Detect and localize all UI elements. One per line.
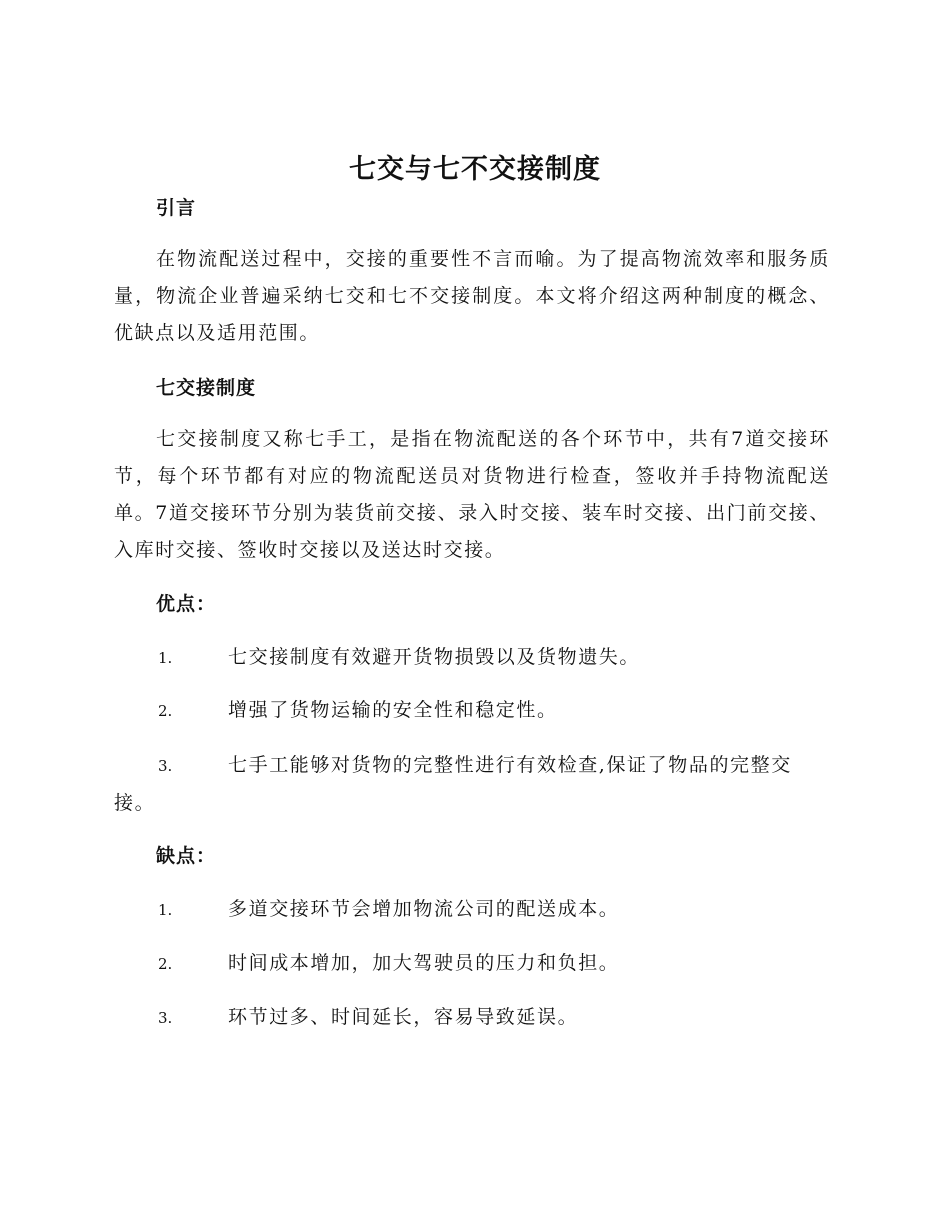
section-heading-seven-handover: 七交接制度 xyxy=(156,377,257,399)
list-item xyxy=(114,891,830,929)
section-heading-advantages: 优点： xyxy=(156,593,217,615)
seven-handover-paragraph: 七交接制度又称七手工，是指在物流配送的各个环节中，共有7道交接环节，每个环节都有对应的物流配送员对货物进行检查，签收并手持物流配送单。7道交接环节分别为装货前交接、录入时交接、装车时交接、出门前交接、入库时交接、签收时交接以及送达时交接。 xyxy=(114,428,830,561)
list-item-number: 2. xyxy=(158,702,173,720)
list-item-number: 3. xyxy=(158,1009,173,1027)
list-item-number: 1. xyxy=(158,649,173,667)
list-item-number: 1. xyxy=(158,901,173,919)
list-item-text: 时间成本增加，加大驾驶员的压力和负担。 xyxy=(228,952,620,974)
intro-paragraph: 在物流配送过程中，交接的重要性不言而喻。为了提高物流效率和服务质量，物流企业普遍采纳七交和七不交接制度。本文将介绍这两种制度的概念、优缺点以及适用范围。 xyxy=(114,248,830,344)
list-item-text: 环节过多、时间延长，容易导致延误。 xyxy=(228,1006,579,1028)
list-item xyxy=(114,639,830,677)
list-item-text: 七交接制度有效避开货物损毁以及货物遗失。 xyxy=(228,646,641,668)
section-heading-intro: 引言 xyxy=(156,197,197,219)
list-item-text: 增强了货物运输的安全性和稳定性。 xyxy=(228,699,558,721)
list-item-number: 3. xyxy=(158,757,173,775)
section-heading-disadvantages: 缺点： xyxy=(156,845,217,867)
list-item-text: 七手工能够对货物的完整性进行有效检查,保证了物品的完整交接。 xyxy=(114,754,792,814)
list-item xyxy=(114,747,830,822)
list-item xyxy=(114,999,830,1037)
list-item xyxy=(114,692,830,730)
document-title: 七交与七不交接制度 xyxy=(349,154,601,185)
list-item xyxy=(114,945,830,983)
list-item-text: 多道交接环节会增加物流公司的配送成本。 xyxy=(228,898,620,920)
list-item-number: 2. xyxy=(158,955,173,973)
